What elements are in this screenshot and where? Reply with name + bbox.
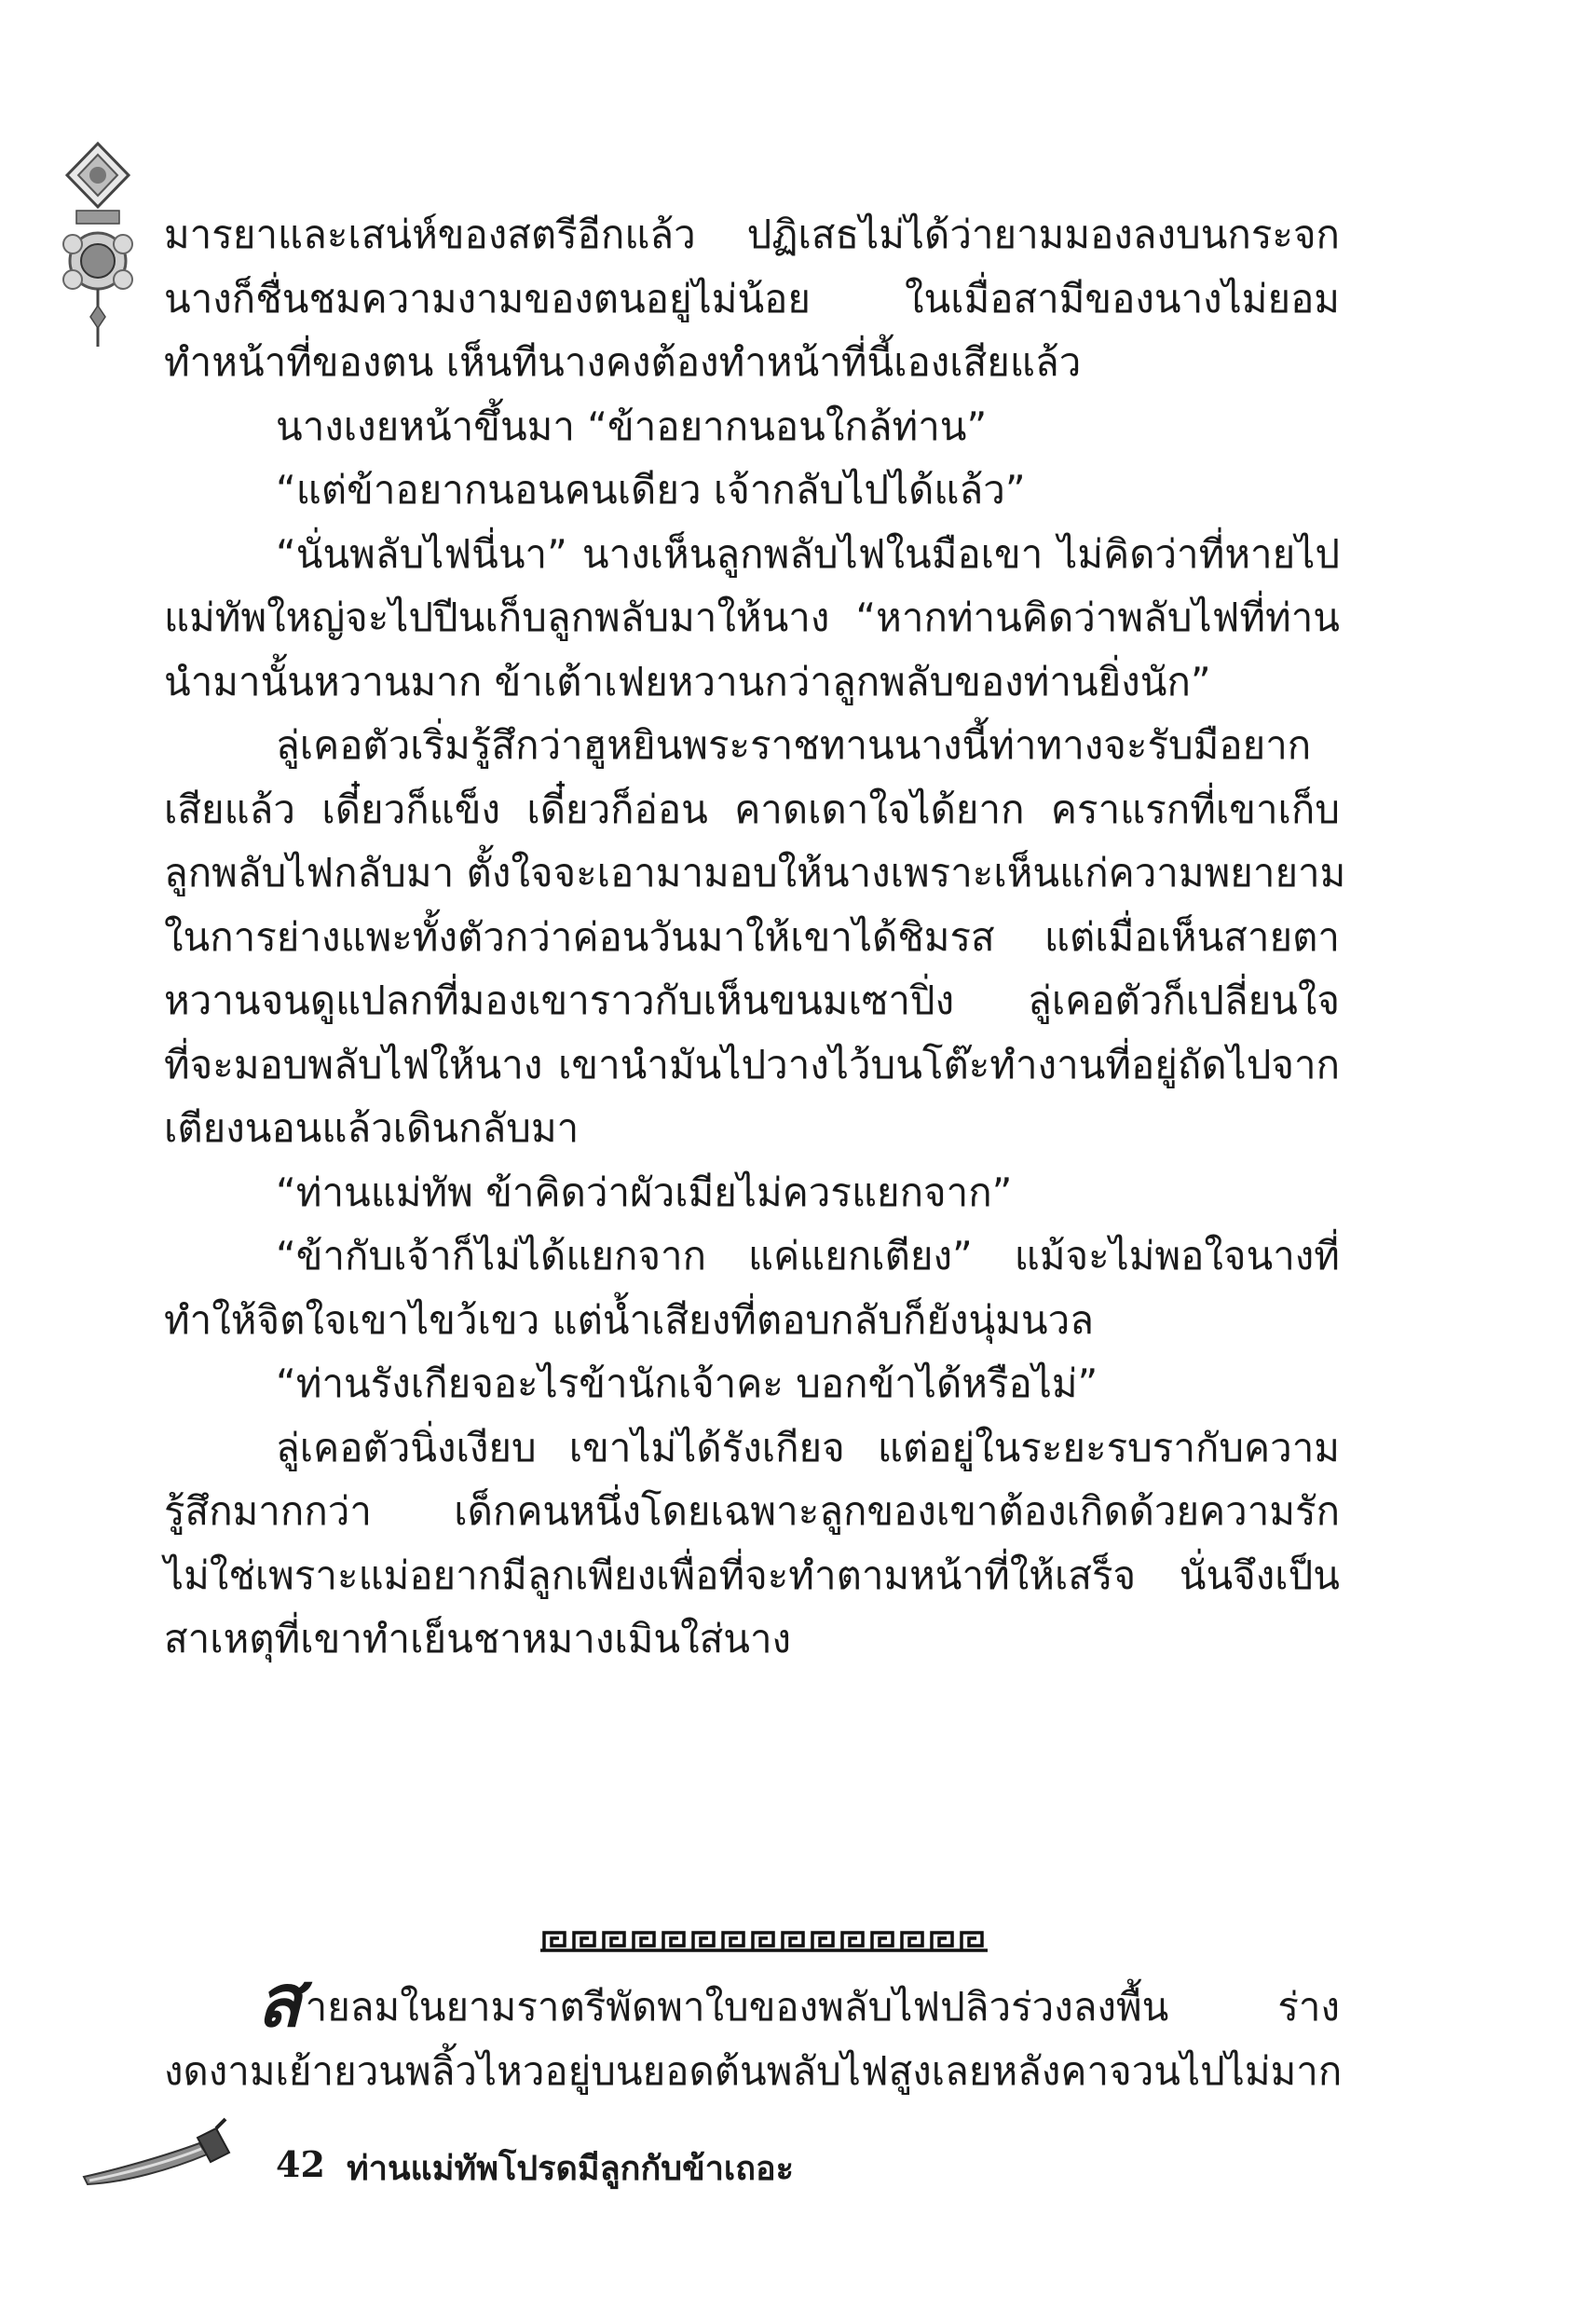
text-line: ลูกพลับไฟกลับมา ตั้งใจจะเอามามอบให้นางเพราะเห็นแก่ความพยายาม [164,850,1346,896]
running-title: ท่านแม่ทัพโปรดมีลูกกับข้าเถอะ [347,2149,794,2188]
section-text [164,1959,1343,2101]
text-line: สาเหตุที่เขาทำเย็นชาหมางเมินใส่นาง [164,1616,792,1661]
text-line: แม่ทัพใหญ่จะไปปีนเก็บลูกพลับมาให้นาง “หากท่านคิดว่าพลับไฟที่ท่าน [164,595,1340,640]
ornament-emblem-icon [56,140,140,354]
text-line: “ข้ากับเจ้าก็ไม่ได้แยกจาก แค่แยกเตียง” แม้จะไม่พอใจนางที่ [276,1233,1340,1279]
text-line: “นั่นพลับไฟนี่นา” นางเห็นลูกพลับไฟในมือเขา ไม่คิดว่าที่หายไป [276,530,1340,577]
text-line: ลู่เคอตัวเริ่มรู้สึกว่าฮูหยินพระราชทานนางนี้ท่าทางจะรับมือยาก [276,722,1312,768]
text-line: ทำหน้าที่ของตน เห็นทีนางคงต้องทำหน้าที่นี้เองเสียแล้ว [164,339,1082,385]
text-line: หวานจนดูแปลกที่มองเขาราวกับเห็นขนมเซาปิ่ง ลู่เคอตัวก็เปลี่ยนใจ [164,978,1340,1023]
text-line: ที่จะมอบพลับไฟให้นาง เขานำมันไปวางไว้บนโต๊ะทำงานที่อยู่ถัดไปจาก [164,1041,1340,1087]
text-line: มารยาและเสน่ห์ของสตรีอีกแล้ว ปฏิเสธไม่ได้ว่ายามมองลงบนกระจก [164,212,1340,257]
text-line: ลู่เคอตัวนิ่งเงียบ เขาไม่ได้รังเกียจ แต่อยู่ในระยะรบรากับความ [276,1424,1340,1470]
text-line: นางก็ชื่นชมความงามของตนอยู่ไม่น้อย ในเมื่อสามีของนางไม่ยอม [164,275,1340,321]
section-first-line [164,1959,1340,2044]
text-line: ทำให้จิตใจเขาไขว้เขว แต่น้ำเสียงที่ตอบกลับก็ยังนุ่มนวล [164,1296,1094,1343]
text-line: นางเงยหน้าขึ้นมา “ข้าอยากนอนใกล้ท่าน” [276,403,988,449]
text-line: รู้สึกมากกว่า เด็กคนหนึ่งโดยเฉพาะลูกของเขาต้องเกิดด้วยความรัก [164,1488,1340,1534]
text-line: “แต่ข้าอยากนอนคนเดียว เจ้ากลับไปได้แล้ว” [276,467,1026,513]
drop-cap: ส [257,1959,302,2044]
page-footer [80,2115,919,2199]
section-second-line: งดงามเย้ายวนพลิ้วไหวอยู่บนยอดต้นพลับไฟสูงเลยหลังคาจวนไปไม่มาก [164,2047,1343,2094]
body-text [164,203,1346,1672]
text-line: เสียแล้ว เดี๋ยวก็แข็ง เดี๋ยวก็อ่อน คาดเดาใจได้ยาก คราแรกที่เขาเก็บ [164,786,1340,832]
text-line: “ท่านแม่ทัพ ข้าคิดว่าผัวเมียไม่ควรแยกจาก” [276,1169,1013,1215]
greek-key-divider-icon [540,1929,988,1953]
text-line: ไม่ใช่เพราะแม่อยากมีลูกเพียงเพื่อที่จะทำตามหน้าที่ให้เสร็จ นั่นจึงเป็น [164,1552,1340,1598]
brush-icon [80,2115,239,2190]
text-line: ในการย่างแพะทั้งตัวกว่าค่อนวันมาให้เขาได้ชิมรส แต่เมื่อเห็นสายตา [164,913,1340,960]
text-line: “ท่านรังเกียจอะไรข้านักเจ้าคะ บอกข้าได้หรือไม่” [276,1361,1098,1406]
text-line: เตียงนอนแล้วเดินกลับมา [164,1105,580,1151]
page-number: 42 [276,2143,325,2185]
text-line: นำมานั้นหวานมาก ข้าเต้าเฟยหวานกว่าลูกพลับของท่านยิ่งนัก” [164,658,1211,704]
section-first-line-text: ายลมในยามราตรีพัดพาใบของพลับไฟปลิวร่วงลงพื้น ร่าง [305,1984,1340,2030]
